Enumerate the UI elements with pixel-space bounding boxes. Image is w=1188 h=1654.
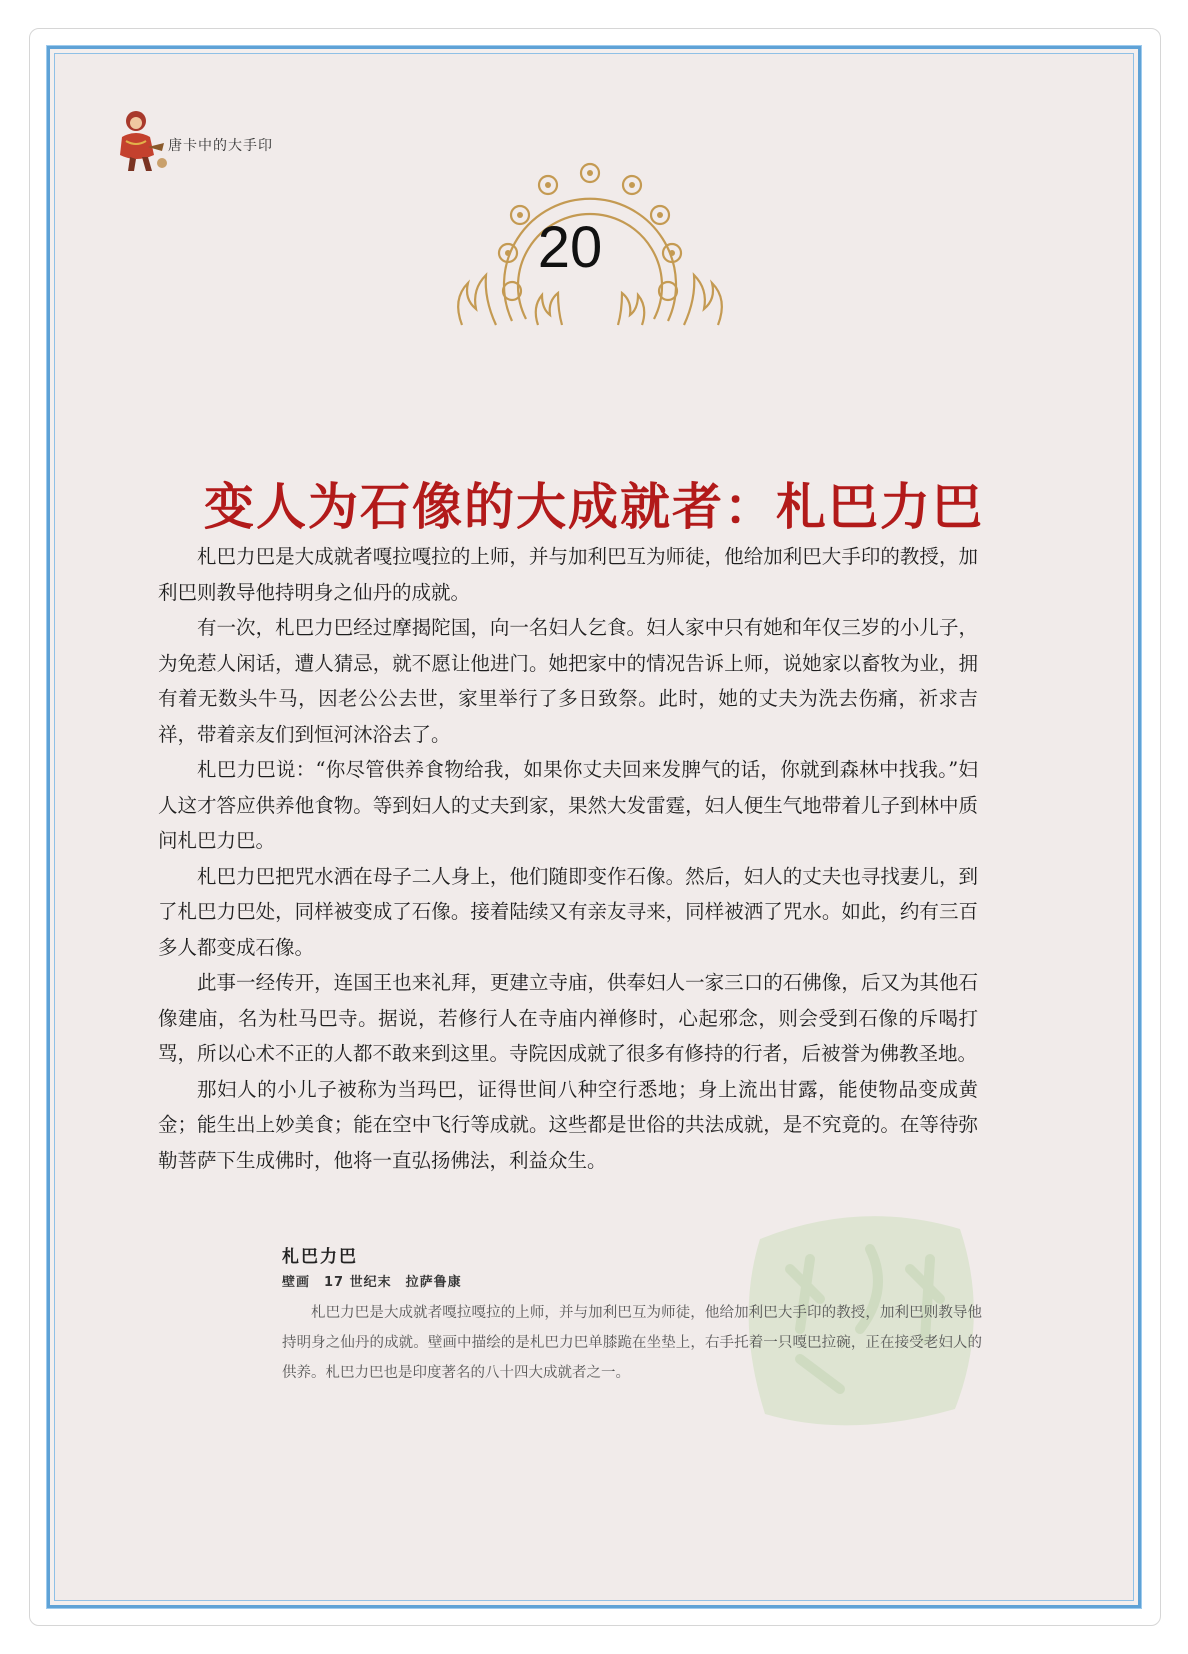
body-paragraph: 有一次，札巴力巴经过摩揭陀国，向一名妇人乞食。妇人家中只有她和年仅三岁的小儿子，为免惹人闲话，遭人猜忌，就不愿让他进门。她把家中的情况告诉上师，说她家以畜牧为业，拥有着无数头牛马，因老公公去世，家里举行了多日致祭。此时，她的丈夫为洗去伤痛，祈求吉祥，带着亲友们到恒河沐浴去了。	[158, 616, 978, 746]
header-title: 唐卡中的大手印	[168, 138, 273, 154]
caption-body	[282, 1298, 982, 1388]
header-emblem-icon	[112, 107, 172, 181]
caption-meta: 壁画 17 世纪末 拉萨鲁康	[282, 1275, 462, 1290]
body-paragraph: 此事一经传开，连国王也来礼拜，更建立寺庙，供奉妇人一家三口的石佛像，后又为其他石像建庙，名为杜马巴寺。据说，若修行人在寺庙内禅修时，心起邪念，则会受到石像的斥喝打骂，所以心术不正的人都不敢来到这里。寺院因成就了很多有修持的行者，后被誉为佛教圣地。	[158, 971, 978, 1065]
caption-text: 札巴力巴是大成就者嘎拉嘎拉的上师，并与加利巴互为师徒，他给加利巴大手印的教授，加利巴则教导他持明身之仙丹的成就。壁画中描绘的是札巴力巴单膝跪在坐垫上，右手托着一只嘎巴拉碗，正在接受老妇人的供养。札巴力巴也是印度著名的八十四大成就者之一。	[282, 1305, 982, 1381]
body-paragraph: 札巴力巴说：“你尽管供养食物给我，如果你丈夫回来发脾气的话，你就到森林中找我。”妇人这才答应供养他食物。等到妇人的丈夫到家，果然大发雷霆，妇人便生气地带着儿子到林中质问札巴力巴。	[158, 758, 978, 852]
body-paragraph: 札巴力巴把咒水洒在母子二人身上，他们随即变作石像。然后，妇人的丈夫也寻找妻儿，到了札巴力巴处，同样被变成了石像。接着陆续又有亲友寻来，同样被洒了咒水。如此，约有三百多人都变成石像。	[158, 864, 978, 959]
chapter-number: 20	[537, 215, 603, 280]
body-paragraph: 那妇人的小儿子被称为当玛巴，证得世间八种空行悉地；身上流出甘露，能使物品变成黄金；能生出上妙美食；能在空中飞行等成就。这些都是世俗的共法成就，是不究竟的。在等待弥勒菩萨下生成佛时，他将一直弘扬佛法，利益众生。	[158, 1077, 978, 1172]
body-paragraph: 札巴力巴是大成就者嘎拉嘎拉的上师，并与加利巴互为师徒，他给加利巴大手印的教授，加利巴则教导他持明身之仙丹的成就。	[158, 545, 978, 604]
body-text	[158, 539, 978, 1178]
chapter-title: 变人为石像的大成就者：札巴力巴	[204, 478, 984, 536]
page	[47, 46, 1141, 1608]
caption-title: 札巴力巴	[282, 1247, 358, 1267]
